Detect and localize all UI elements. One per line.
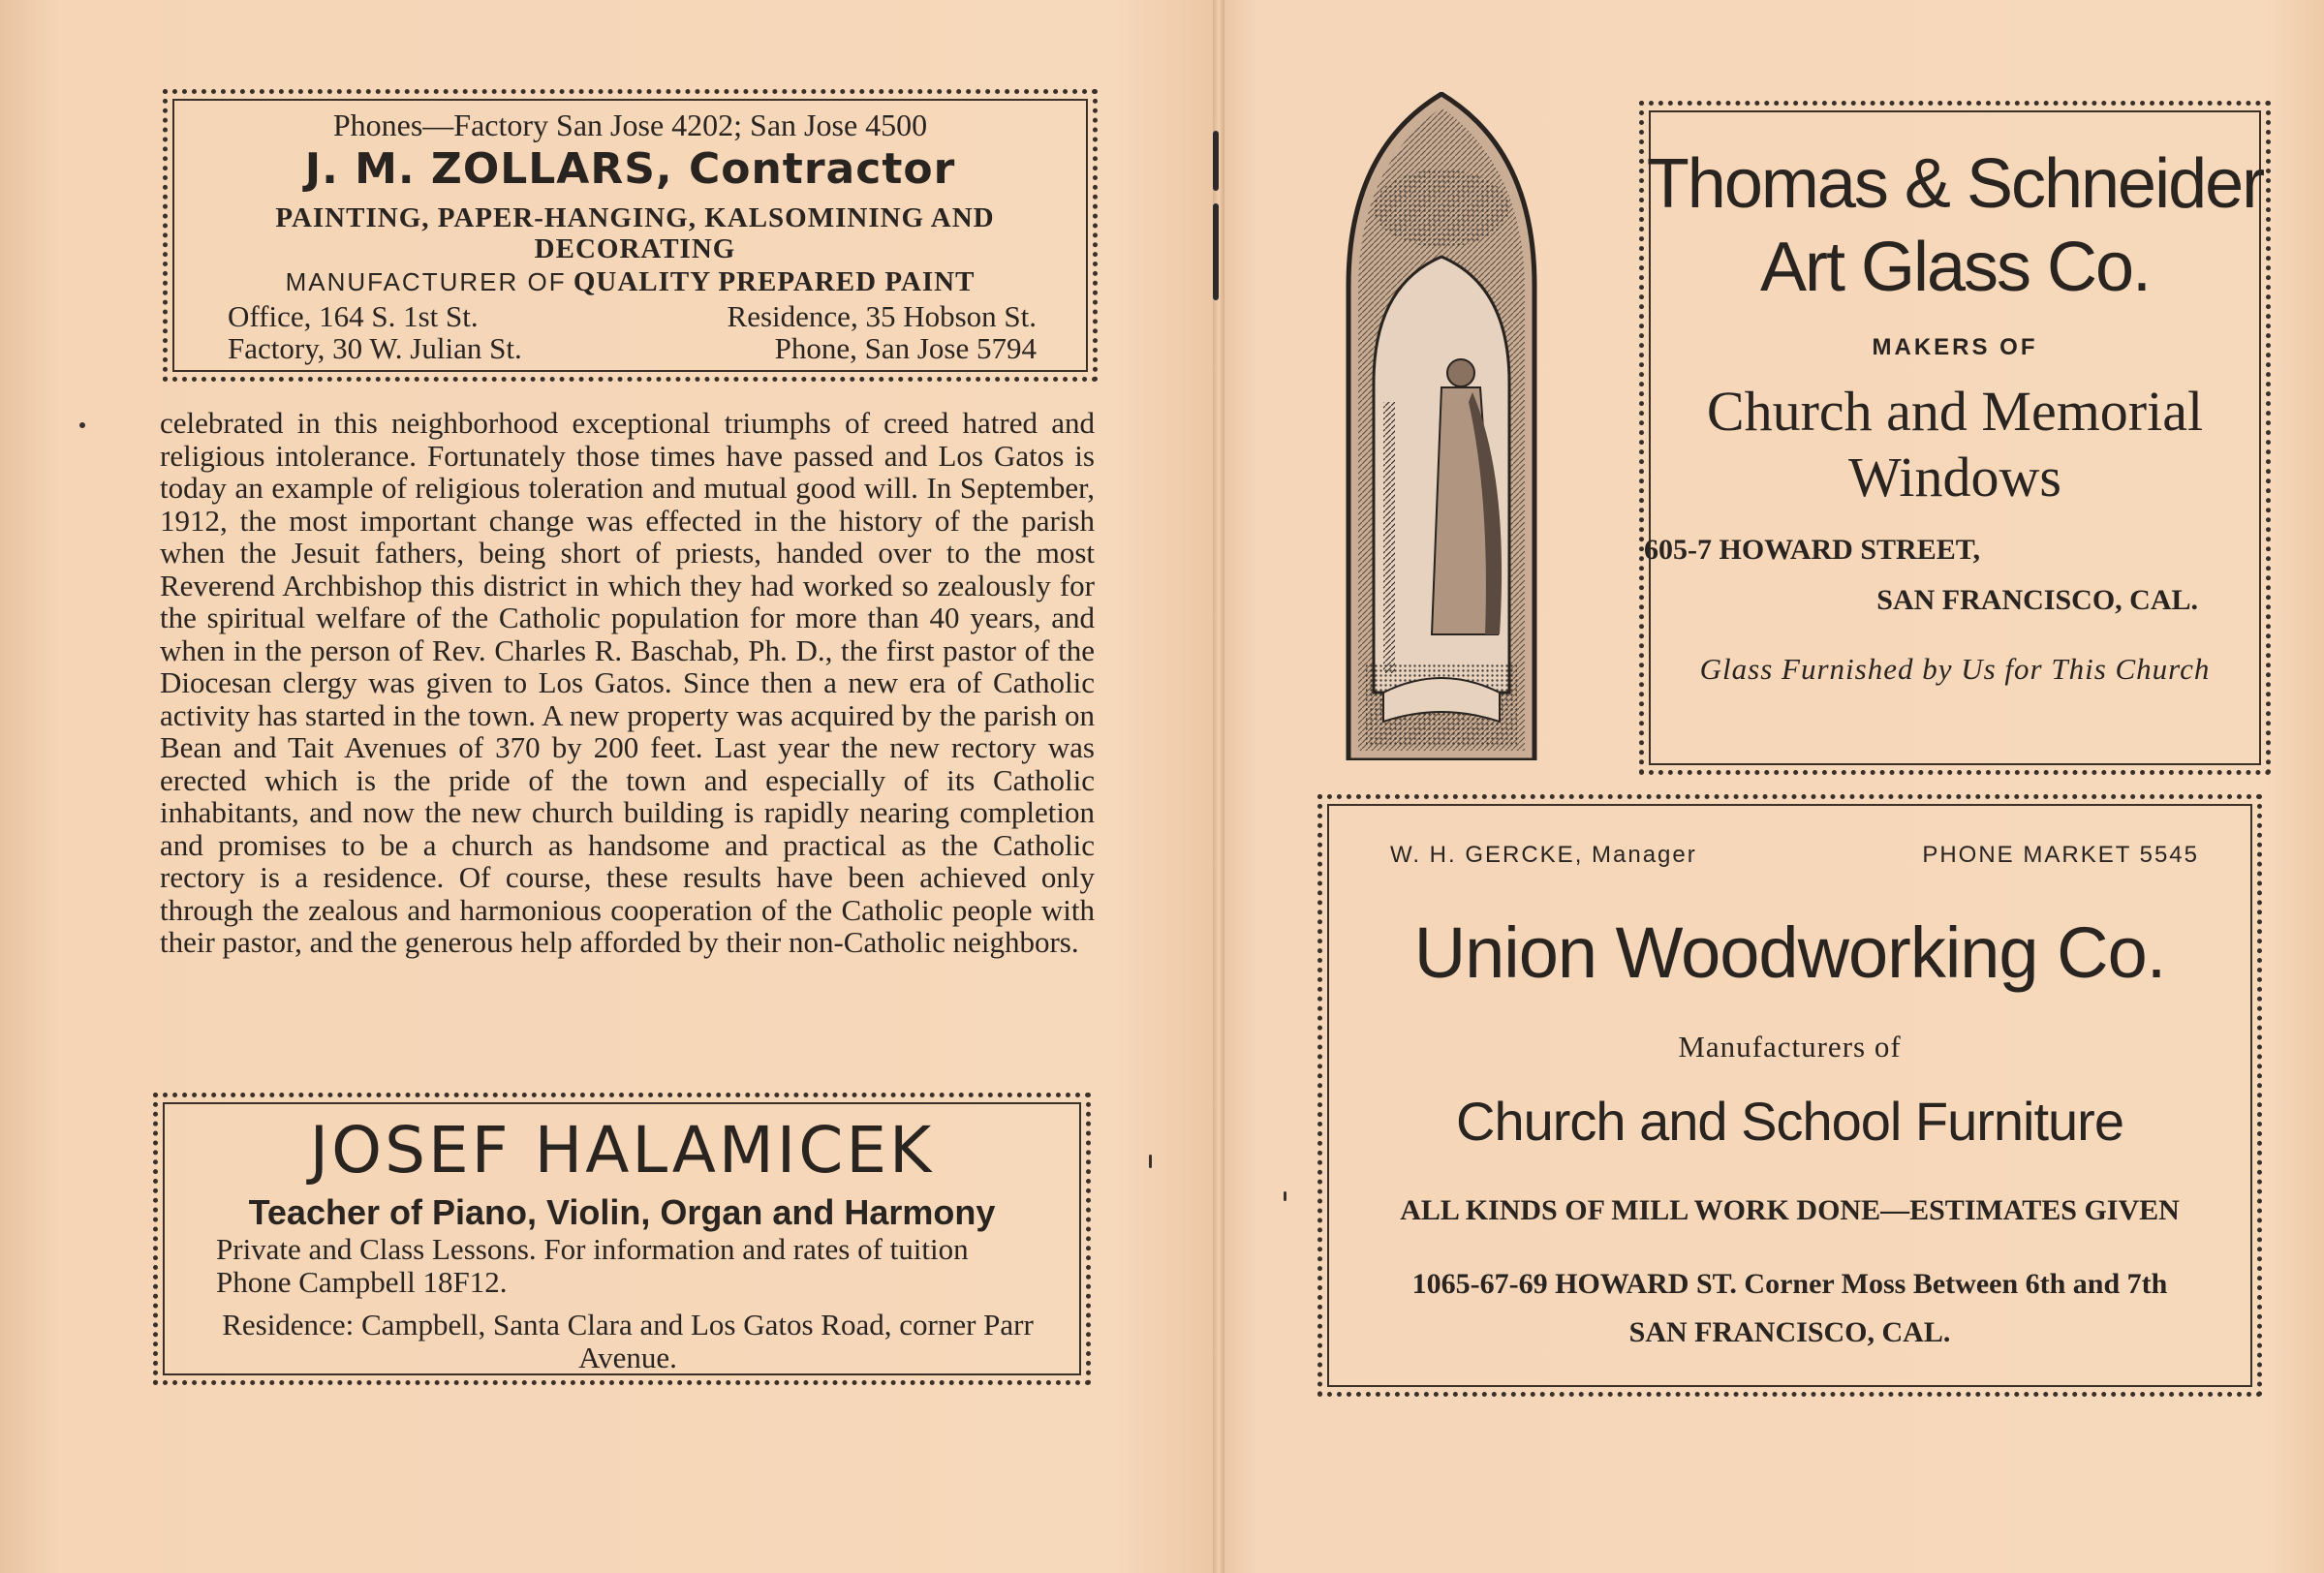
union-product: Church and School Furniture [1456, 1091, 2123, 1152]
thomas-glass-note: Glass Furnished by Us for This Church [1699, 652, 2211, 686]
thomas-name-line2: Art Glass Co. [1759, 229, 2151, 306]
zollars-phones: Phones—Factory San Jose 4202; San Jose 4500 [332, 108, 928, 142]
zollars-factory: Factory, 30 W. Julian St. [228, 331, 522, 365]
zollars-phone: Phone, San Jose 5794 [774, 331, 1037, 365]
zollars-services: PAINTING, PAPER-HANGING, KALSOMINING AND DECORATING [275, 202, 995, 264]
union-address-street: 1065-67-69 HOWARD ST. Corner Moss Between 6th and 7th [1411, 1268, 2168, 1300]
zollars-manufacturer-product: QUALITY PREPARED PAINT [573, 266, 976, 297]
thomas-address-city: SAN FRANCISCO, CAL. [1876, 584, 2198, 616]
thomas-windows: Church and Memorial Windows [1706, 380, 2204, 509]
halamicek-residence: Residence: Campbell, Santa Clara and Los Gatos Road, corner Parr Avenue. [222, 1308, 1034, 1374]
zollars-manufacturer [168, 266, 1093, 298]
halamicek-ad [153, 1093, 1091, 1385]
union-name: Union Woodworking Co. [1413, 912, 2166, 993]
zollars-name: J. M. ZOLLARS, Contractor [304, 144, 956, 194]
stained-glass-window-illustration [1345, 92, 1538, 760]
zollars-manufacturer-lead: MANUFACTURER OF [285, 267, 567, 296]
thomas-address-street: 605-7 HOWARD STREET, [1644, 534, 1980, 566]
union-manufacturers: Manufacturers of [1678, 1030, 1902, 1064]
paper-speck [79, 422, 85, 428]
halamicek-lessons: Private and Class Lessons. For information and rates of tuition Phone Campbell 18F12. [216, 1232, 969, 1299]
parish-history-text: celebrated in this neighborhood exceptional triumphs of creed hatred and religious intolerance. Fortunately those times have passed and Los Gatos is today an example of religious toleration and mutual good will. In September, 1912, the most important change was effected in the history of the parish when the Jesuit fathers, being short of priests, handed over to the most Reverend Archbishop this district in which they had worked so zealously for the spiritual welfare of the Catholic population for more than 40 years, and when in the person of Rev. Charles R. Baschab, Ph. D., the first pastor of the Diocesan clergy was given to Los Gatos. Since then a new era of Catholic activity has started in the town. A new property was acquired by the parish on Bean and Tait Avenues of 370 by 200 feet. Last year the new rectory was erected which is the pride of the town and especially of its Catholic inhabitants, and now the new church building is rapidly nearing completion and promises to be a church as handsome and practical as the Catholic rectory is a residence. Of course, these results have been achieved only through the zealous and harmonious cooperation of the Catholic people with their pastor, and the generous help afforded by their non-Catholic neighbors. [160, 406, 1095, 959]
thomas-schneider-ad [1639, 101, 2271, 775]
union-woodworking-ad [1317, 794, 2262, 1397]
union-manager: W. H. GERCKE, Manager [1390, 842, 1697, 868]
staple-top [1213, 131, 1219, 191]
zollars-residence: Residence, 35 Hobson St. [727, 299, 1037, 333]
staple-bottom [1213, 203, 1219, 300]
halamicek-teacher: Teacher of Piano, Violin, Organ and Harmony [248, 1192, 996, 1232]
union-mill-work: ALL KINDS OF MILL WORK DONE—ESTIMATES GIVEN [1400, 1194, 2180, 1226]
zollars-ad [163, 89, 1098, 382]
thomas-makers: MAKERS OF [1872, 334, 2038, 360]
zollars-office: Office, 164 S. 1st St. [228, 299, 479, 333]
paper-speck [1149, 1155, 1152, 1168]
paper-speck [1284, 1191, 1286, 1201]
thomas-name-line1: Thomas & Schneider [1646, 145, 2264, 223]
union-phone: PHONE MARKET 5545 [1922, 842, 2199, 868]
union-address-city: SAN FRANCISCO, CAL. [1628, 1316, 1951, 1348]
halamicek-name: JOSEF HALAMICEK [309, 1113, 935, 1187]
